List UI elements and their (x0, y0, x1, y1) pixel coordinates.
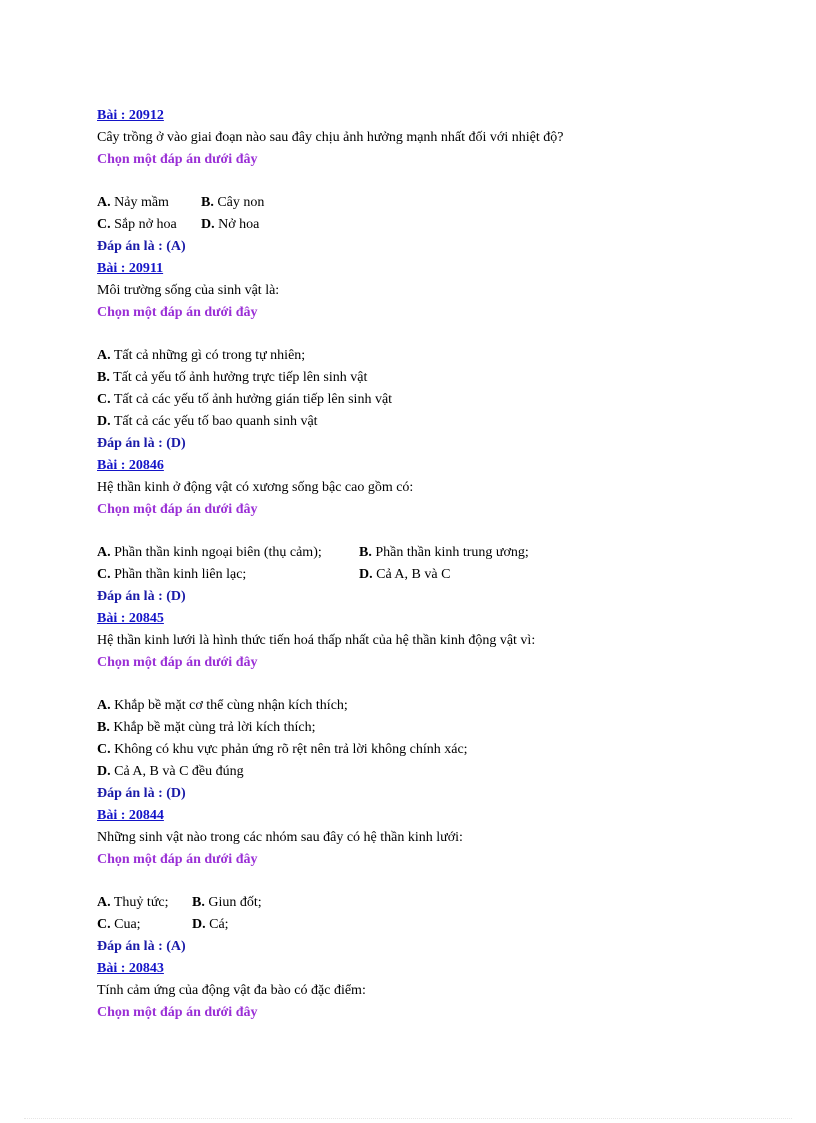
answer-text: Đáp án là : (D) (97, 436, 186, 451)
option-row (97, 914, 777, 936)
option-row (97, 564, 777, 586)
option-b: B. Tất cả yếu tố ảnh hưởng trực tiếp lên sinh vật (97, 370, 368, 385)
question-title-link[interactable]: Bài : 20912 (97, 108, 164, 123)
option-c: C. Phần thần kinh liên lạc; (97, 567, 247, 582)
option-row (97, 542, 777, 564)
option-b: B. Cây non (201, 195, 265, 210)
choose-prompt: Chọn một đáp án dưới đây (97, 502, 258, 517)
question-title-link[interactable]: Bài : 20911 (97, 261, 164, 276)
option-c: C. Không có khu vực phản ứng rõ rệt nên trả lời không chính xác; (97, 742, 468, 757)
question-title-link[interactable]: Bài : 20846 (97, 458, 164, 473)
answer-text: Đáp án là : (A) (97, 239, 186, 254)
question-block (97, 958, 777, 1024)
question-title-link[interactable]: Bài : 20845 (97, 611, 164, 626)
option-a: A. Khắp bề mặt cơ thể cùng nhận kích thích; (97, 698, 348, 713)
question-title-link[interactable]: Bài : 20844 (97, 808, 164, 823)
page-bottom-divider (24, 1118, 792, 1119)
question-text: Những sinh vật nào trong các nhóm sau đây có hệ thần kinh lưới: (97, 830, 463, 845)
option-row (97, 192, 777, 214)
answer-text: Đáp án là : (A) (97, 939, 186, 954)
option-d: D. Cá; (192, 917, 229, 932)
question-text: Hệ thần kinh lưới là hình thức tiến hoá thấp nhất của hệ thần kinh động vật vì: (97, 633, 536, 648)
choose-prompt: Chọn một đáp án dưới đây (97, 655, 258, 670)
answer-text: Đáp án là : (D) (97, 786, 186, 801)
option-a: A. Tất cả những gì có trong tự nhiên; (97, 348, 306, 363)
option-d: D. Nở hoa (201, 217, 260, 232)
option-b: B. Khắp bề mặt cùng trả lời kích thích; (97, 720, 316, 735)
option-d: D. Cả A, B và C đều đúng (97, 764, 244, 779)
question-text: Môi trường sống của sinh vật là: (97, 283, 280, 298)
option-c: C. Sắp nở hoa (97, 217, 177, 232)
option-a: A. Thuỷ tức; (97, 895, 169, 910)
question-block (97, 805, 777, 958)
question-block (97, 258, 777, 455)
option-a: A. Nảy mầm (97, 195, 169, 210)
option-d: D. Tất cả các yếu tố bao quanh sinh vật (97, 414, 318, 429)
answer-text: Đáp án là : (D) (97, 589, 186, 604)
choose-prompt: Chọn một đáp án dưới đây (97, 152, 258, 167)
option-c: C. Cua; (97, 917, 141, 932)
document-content (97, 105, 777, 1024)
option-a: A. Phần thần kinh ngoại biên (thụ cảm); (97, 545, 322, 560)
question-text: Hệ thần kinh ở động vật có xương sống bậc cao gồm có: (97, 480, 414, 495)
choose-prompt: Chọn một đáp án dưới đây (97, 852, 258, 867)
question-text: Cây trồng ở vào giai đoạn nào sau đây chịu ảnh hưởng mạnh nhất đối với nhiệt độ? (97, 130, 564, 145)
choose-prompt: Chọn một đáp án dưới đây (97, 1005, 258, 1020)
option-row (97, 214, 777, 236)
option-c: C. Tất cả các yếu tố ảnh hưởng gián tiếp lên sinh vật (97, 392, 393, 407)
question-text: Tính cảm ứng của động vật đa bào có đặc điểm: (97, 983, 366, 998)
question-block (97, 455, 777, 608)
option-d: D. Cả A, B và C (359, 567, 451, 582)
choose-prompt: Chọn một đáp án dưới đây (97, 305, 258, 320)
question-block (97, 105, 777, 258)
question-block (97, 608, 777, 805)
option-b: B. Phần thần kinh trung ương; (359, 545, 529, 560)
option-row (97, 892, 777, 914)
option-b: B. Giun đốt; (192, 895, 262, 910)
question-title-link[interactable]: Bài : 20843 (97, 961, 164, 976)
